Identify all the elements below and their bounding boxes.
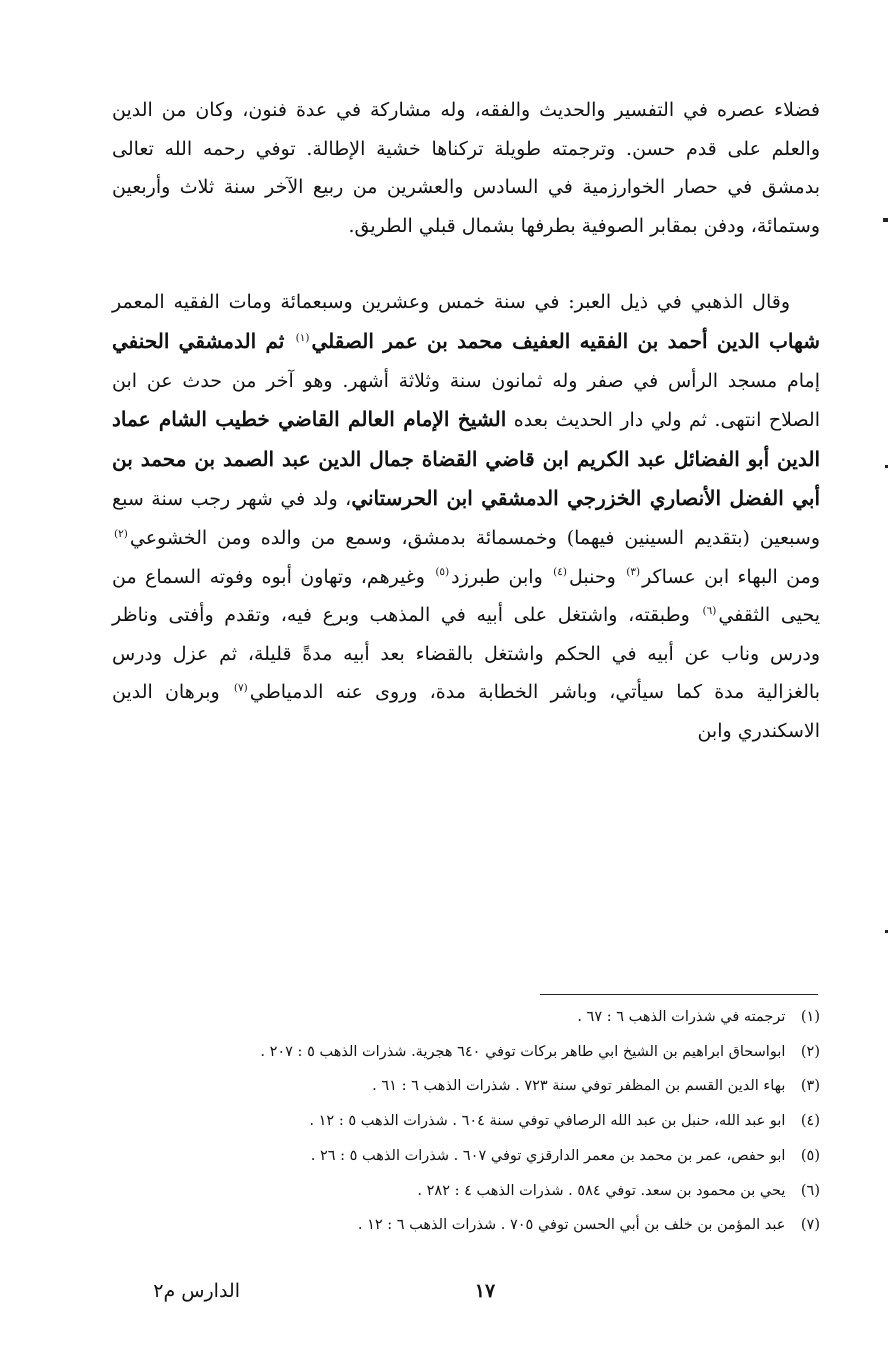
text-segment: ، ولد في شهر رجب سنة سبع وسبعين (بتقديم السينين فيهما) وخمسمائة بدمشق، وسمع من والده ومن الخشوعي: [112, 488, 820, 549]
footnote-number: (٥): [800, 1147, 820, 1164]
footnotes: [112, 1000, 820, 1243]
text-segment: ومن البهاء ابن عساكر: [642, 565, 820, 588]
footnote-item: [112, 1069, 820, 1104]
footnote-item: [112, 1208, 820, 1243]
text-segment: وغيرهم، وتهاون أبوه وفوته السماع من يحيى الثقفي: [112, 565, 820, 627]
footnote-item: [112, 1035, 820, 1070]
footnote-reference: (٦): [702, 604, 717, 617]
signature-mark: الدارس م٢: [153, 1280, 240, 1302]
footnote-text: ابواسحاق ابراهيم بن الشيخ ابي طاهر بركات توفي ٦٤٠ هجرية. شذرات الذهب ٥ : ٢٠٧ .: [260, 1043, 786, 1060]
footnote-separator: [540, 994, 818, 995]
text-segment: وطبقته، واشتغل على أبيه في المذهب وبرع فيه، وتقدم وأفتى وناظر ودرس وناب عن أبيه في الحكم واشتغل بالقضاء بعد أبيه مدةً قليلة، ثم عزل ودرس بالغزالية مدة كما سيأتي، وباشر الخطابة مدة، وروى عنه الدمياطي: [112, 604, 820, 704]
footnote-text: يحي بن محمود بن سعد. توفي ٥٨٤ . شذرات الذهب ٤ : ٢٨٢ .: [417, 1182, 786, 1199]
bold-name: شهاب الدين أحمد بن الفقيه العفيف محمد بن عمر الصقلي: [311, 328, 821, 353]
bold-name: الشيخ الإمام العالم القاضي خطيب الشام عماد الدين أبو الفضائل عبد الكريم ابن قاضي القضاة جمال الدين عبد الصمد بن محمد بن أبي الفضل الأنصاري الخزرجي الدمشقي ابن الحرستاني: [112, 407, 820, 511]
footnote-text: ابو حفص، عمر بن محمد بن معمر الدارقزي توفي ٦٠٧ . شذرات الذهب ٥ : ٢٦ .: [310, 1147, 786, 1164]
footnote-item: [112, 1174, 820, 1209]
footnote-text: عبد المؤمن بن خلف بن أبي الحسن توفي ٧٠٥ . شذرات الذهب ٦ : ١٢ .: [357, 1217, 786, 1234]
footnote-item: [112, 1139, 820, 1174]
text-segment: وحنبل: [569, 565, 625, 588]
page-number: ١٧: [474, 1280, 496, 1302]
paragraph: [112, 91, 820, 245]
footnote-text: بهاء الدين القسم بن المظفر توفي سنة ٧٢٣ . شذرات الذهب ٦ : ٦١ .: [372, 1078, 786, 1095]
footnote-reference: (٥): [435, 566, 450, 579]
bold-name: ثم الدمشقي الحنفي: [112, 328, 294, 353]
text-segment: فضلاء عصره في التفسير والحديث والفقه، وله مشاركة في عدة فنون، وكان من الدين والعلم على قدم حسن. وترجمته طويلة تركناها خشية الإطالة. توفي رحمه الله تعالى بدمشق في حصار الخوارزمية في السادس والعشرين من ربيع الآخر سنة ثلاث وأربعين وستمائة، ودفن بمقابر الصوفية بطرفها بشمال قبلي الطريق.: [112, 99, 820, 237]
footnote-number: (٣): [800, 1078, 820, 1095]
text-segment: إمام مسجد الرأس في صفر وله ثمانون سنة وثلاثة أشهر. وهو آخر من حدث عن ابن الصلاح انتهى. ثم ولي دار الحديث بعده: [112, 369, 820, 432]
text-segment: وبرهان الدين الاسكندري وابن: [112, 681, 820, 742]
footnote-item: [112, 1000, 820, 1035]
footnote-number: (٤): [800, 1113, 820, 1130]
text-segment: وقال الذهبي في ذيل العبر: في سنة خمس وعشرين وسبعمائة ومات الفقيه المعمر: [112, 291, 790, 314]
footnote-number: (٧): [800, 1217, 820, 1234]
paragraph: [112, 283, 820, 750]
footnote-reference: (٧): [233, 681, 248, 694]
footnote-number: (١): [800, 1009, 820, 1025]
footnote-item: [112, 1104, 820, 1139]
footnote-text: ابو عبد الله، حنبل بن عبد الله الرصافي توفي سنة ٦٠٤ . شذرات الذهب ٥ : ١٢ .: [309, 1113, 786, 1130]
footnote-reference: (٢): [114, 527, 128, 540]
footnote-reference: (٣): [626, 566, 641, 579]
footnote-reference: (١): [295, 331, 310, 344]
footnote-reference: (٤): [553, 566, 568, 579]
footnote-number: (٢): [800, 1043, 820, 1060]
main-text: [112, 91, 820, 751]
edge-mark: [883, 218, 888, 222]
footnote-number: (٦): [800, 1182, 820, 1199]
footnote-text: ترجمته في شذرات الذهب ٦ : ٦٧ .: [577, 1009, 786, 1025]
text-segment: وابن طبرزد: [451, 565, 552, 588]
